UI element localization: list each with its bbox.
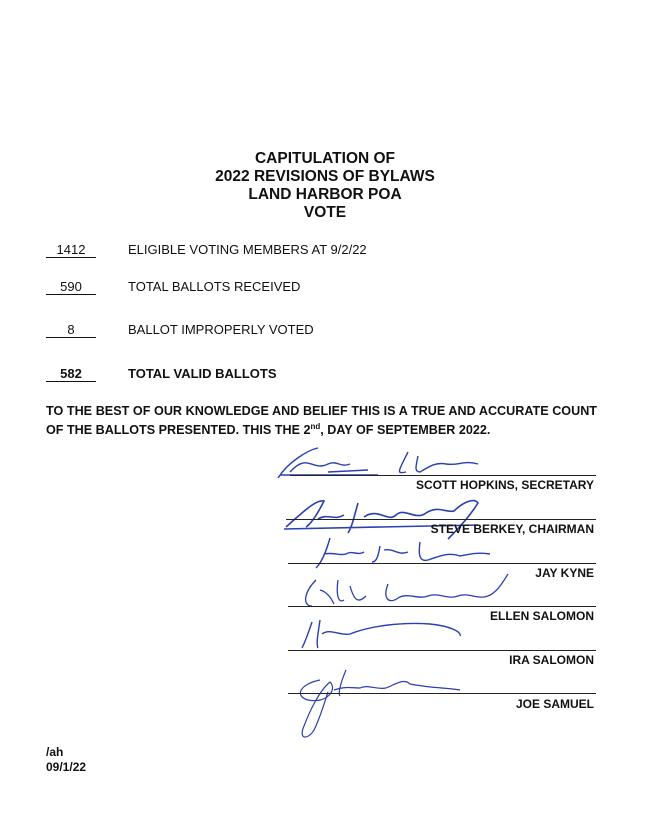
tally-value: 582 <box>46 366 96 382</box>
signer-name: IRA SALOMON <box>509 653 594 667</box>
tally-label: TOTAL BALLOTS RECEIVED <box>128 279 301 294</box>
title-line-2: 2022 REVISIONS OF BYLAWS <box>215 168 435 185</box>
signature-joe-samuel <box>290 660 510 744</box>
typist-initials: /ah <box>46 745 64 759</box>
title-line-1: CAPITULATION OF <box>254 150 396 167</box>
signer-name: JOE SAMUEL <box>515 697 594 711</box>
title-line-4: VOTE <box>303 204 347 221</box>
title-line-3: LAND HARBOR POA <box>248 186 402 203</box>
signature-line <box>290 475 596 476</box>
signer-name: SCOTT HOPKINS, SECRETARY <box>415 478 594 492</box>
signer-name: STEVE BERKEY, CHAIRMAN <box>430 522 594 536</box>
tally-value: 8 <box>46 322 96 338</box>
signature-line <box>286 519 596 520</box>
tally-label: ELIGIBLE VOTING MEMBERS AT 9/2/22 <box>128 242 367 257</box>
statement-superscript: nd <box>310 422 321 431</box>
tally-label: TOTAL VALID BALLOTS <box>128 366 277 381</box>
statement-text-end: , DAY OF SEPTEMBER 2022. <box>320 423 491 438</box>
footer-initials <box>46 745 86 775</box>
tally-value: 590 <box>46 279 96 295</box>
signature-line <box>288 650 596 651</box>
signature-line <box>288 693 596 694</box>
statement-text: TO THE BEST OF OUR KNOWLEDGE AND BELIEF THIS IS A TRUE AND ACCURATE COUNT OF THE BALLOTS PRESENTED. THIS THE 2 <box>46 404 597 438</box>
signature-ira-salomon <box>300 612 500 654</box>
document-date: 09/1/22 <box>46 760 87 774</box>
document-title <box>0 150 650 222</box>
signer-name: JAY KYNE <box>535 566 594 580</box>
certification-statement <box>46 404 597 438</box>
signature-line <box>288 563 596 564</box>
tally-value: 1412 <box>46 242 96 258</box>
signature-line <box>288 606 596 607</box>
signature-scott-hopkins <box>268 442 508 482</box>
signer-name: ELLEN SALOMON <box>490 609 594 623</box>
signature-ellen-salomon <box>298 570 538 614</box>
tally-label: BALLOT IMPROPERLY VOTED <box>128 322 314 337</box>
